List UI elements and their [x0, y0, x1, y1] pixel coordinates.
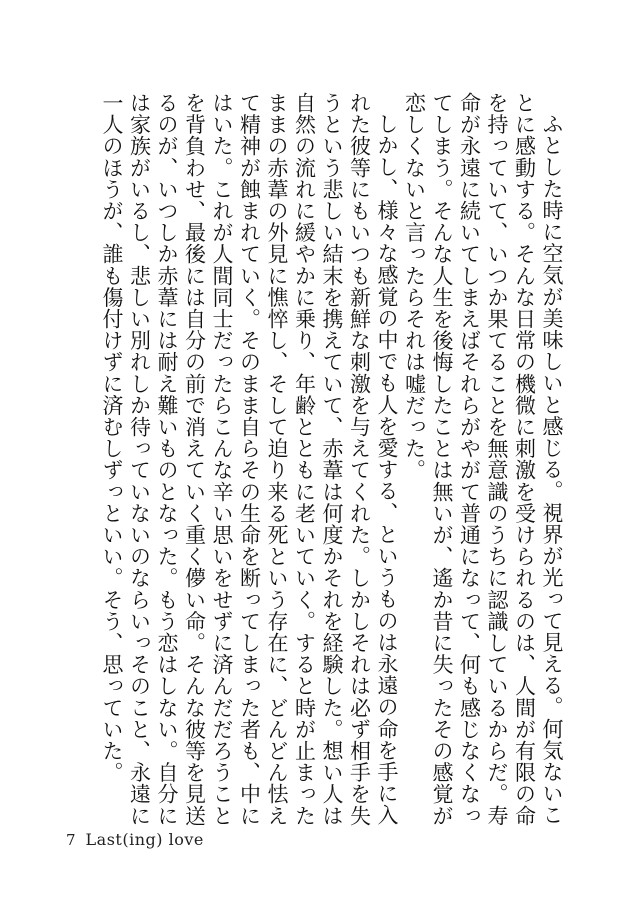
- page-number: 7: [66, 831, 76, 849]
- running-title: Last(ing) love: [85, 830, 204, 849]
- page-footer: [66, 830, 204, 849]
- paragraph-2: しかし、様々な感覚の中でも人を愛する、というものは永遠の命を手に入れた彼等にもいつも新鮮な刺激を与えてくれた。しかしそれは必ず相手を失うという悲しい結末を携えていて、赤葦は何度かそれを経験した。想い人は自然の流れに緩やかに乗り、年齢とともに老いていく。すると時が止まったままの赤葦の外見に憔悴し、そして迫り来る死という存在に、どんどん怯えて精神が蝕まれていく。そのまま自らその生命を断ってしまった者も、中にはいた。これが人間同士だったらこんな辛い思いをせずに済んだだろうことを背負わせ、最後には自分の前で消えていく重く儚い命。そんな彼等を見送るのが、いつしか赤葦には耐え難いものとなった。もう恋はしない。自分には家族がいるし、悲しい別れしか待っていないのならいっそのこと、永遠に一人のほうが、誰も傷付けずに済むしずっといい。そう、思っていた。: [100, 92, 399, 827]
- paragraph-1: ふとした時に空気が美味しいと感じる。視界が光って見える。何気ないことに感動する。そんな日常の機微に刺激を受けられるのは、人間が有限の命を持っていて、いつか果てることを無意識のうちに認識しているからだ。寿命が永遠に続いてしまえばそれらがやがて普通になって、何も感じなくなってしまう。そんな人生を後悔したことは無いが、遙か昔に失ったその感覚が恋しくないと言ったらそれは嘘だった。: [402, 92, 564, 827]
- vertical-body-text: [98, 92, 566, 832]
